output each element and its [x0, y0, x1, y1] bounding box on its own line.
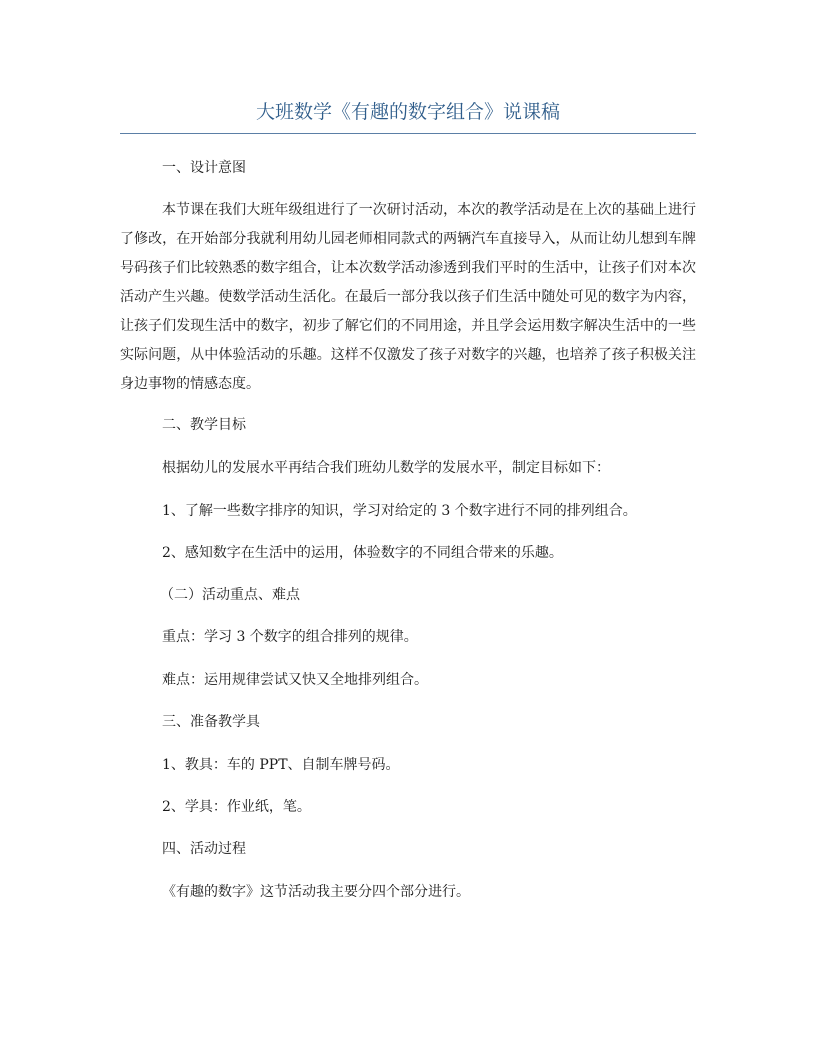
keypoint-text: 重点：学习 3 个数字的组合排列的规律。: [162, 629, 418, 645]
goal-item-1: 1、了解一些数字排序的知识，学习对给定的 3 个数字进行不同的排列组合。: [162, 503, 637, 519]
section-heading-keypoints: （二）活动重点、难点: [160, 587, 300, 603]
design-body-paragraph: 本节课在我们大班年级组进行了一次研讨活动，本次的教学活动是在上次的基础上进行了修改，在开始部分我就利用幼儿园老师相同款式的两辆汽车直接导入，从而让幼儿想到车牌号码孩子们比较熟悉的数字组合，让本次数学活动渗透到我们平时的生活中，让孩子们对本次活动产生兴趣。使数学活动生活化。在最后一部分我以孩子们生活中随处可见的数字为内容，让孩子们发现生活中的数字，初步了解它们的不同用途，并且学会运用数字解决生活中的一些实际问题，从中体验活动的乐趣。这样不仅激发了孩子对数字的兴趣，也培养了孩子积极关注身边事物的情感态度。: [120, 202, 696, 392]
difficulty-text: 难点：运用规律尝试又快又全地排列组合。: [162, 672, 428, 688]
title-underline: [120, 133, 696, 134]
material-item-1: 1、教具：车的 PPT、自制车牌号码。: [162, 757, 400, 773]
process-intro: 《有趣的数字》这节活动我主要分四个部分进行。: [162, 884, 470, 900]
section-heading-materials: 三、准备教学具: [162, 714, 260, 730]
section-heading-design: 一、设计意图: [162, 160, 246, 176]
section-heading-goals: 二、教学目标: [162, 417, 246, 433]
goal-item-2: 2、感知数字在生活中的运用，体验数字的不同组合带来的乐趣。: [162, 545, 563, 561]
section-heading-process: 四、活动过程: [162, 841, 246, 857]
goals-intro: 根据幼儿的发展水平再结合我们班幼儿数学的发展水平，制定目标如下：: [162, 460, 610, 476]
document-title: 大班数学《有趣的数字组合》说课稿: [255, 101, 560, 123]
material-item-2: 2、学具：作业纸，笔。: [162, 799, 311, 815]
